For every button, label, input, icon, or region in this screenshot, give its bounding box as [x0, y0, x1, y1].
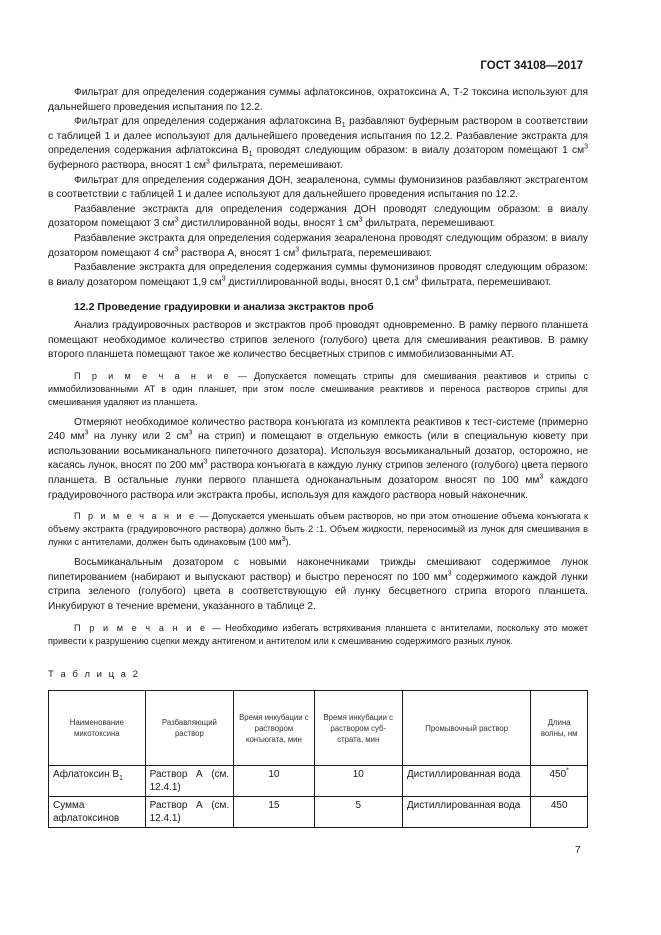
table-cell: Раствор А (см. 12.4.1) [145, 766, 234, 797]
paragraph: Отмеряют необходимое количество раствора конъюгата из комплекта реактивов к тест-системе (примерно 240 $мм^3$ на лунку или 2 $см^3$ на стрип) и помещают в отдельную емкость (или в специальную кювету при использовании восьмиканального пипеточного дозатора). Используя восьмиканальный дозатор, осторожно, не касаясь лунок, вносят по 200 $мм^3$ раствора конъюгата в каждую лунку стрипов зеленого (голубого) цвета первого планшета. В остальные лунки первого планшета одноканальным дозатором вносят по 100 $мм^3$ каждого градуировочного раствора или экстракта пробы, используя для каждого раствора новый наконечник. [48, 416, 589, 501]
table-cell: 450* [531, 766, 588, 797]
paragraph: Разбавление экстракта для определения содержания ДОН проводят следующим образом: в виалу дозатором помещают 3 $см^3$ дистиллированной воды, вносят 1 $см^3$ фильтрата, перемешивают. [48, 203, 588, 230]
table-cell: Афлатоксин $В_1$ [49, 766, 146, 797]
page-number: 7 [575, 845, 581, 856]
paragraph: Анализ градуировочных растворов и экстрактов проб проводят одновременно. В рамку первого планшета помещают необходимое количество стрипов зеленого (голубого) цвета для смешивания реактивов. В рамку второго планшета помещают такое же количество бесцветных стрипов с иммобилизованными АТ. [48, 319, 588, 361]
table-cell: 5 [314, 797, 402, 828]
note: П р и м е ч а н и е — Допускается помещать стрипы для смешивания реактивов и стрипы с иммобилизованными АТ в один планшет, при этом после смешивания реактивов и переноса растворов стрипы для смешивания удаляют из планшета. [48, 370, 588, 407]
table-cell: 450 [531, 797, 588, 828]
data-table [48, 690, 588, 828]
table-caption: Т а б л и ц а 2 [48, 668, 140, 680]
column-header: Наименование микотоксина [49, 691, 146, 766]
table-row [49, 766, 588, 797]
section-title: 12.2 Проведение градуировки и анализа экстрактов проб [74, 301, 374, 314]
table-cell: Дистиллированная вода [402, 797, 530, 828]
column-header: Промывочный раствор [402, 691, 530, 766]
paragraph: Фильтрат для определения содержания афлатоксина $В_1$ разбавляют буферным раствором в соответствии с таблицей 1 и далее используют для дальнейшего проведения испытания по 12.2. Разбавление экстракта для определения содержания афлатоксина $В_1$ проводят следующим образом: в виалу дозатором помещают 1 $см^3$ буферного раствора, вносят 1 $см^3$ фильтрата, перемешивают. [48, 116, 588, 171]
table-cell: 15 [234, 797, 314, 828]
column-header: Разбавляющий раствор [145, 691, 234, 766]
table-header-row [49, 691, 588, 766]
paragraph: Разбавление экстракта для определения содержания зеараленона проводят следующим образом: в виалу дозатором помещают 4 $см^3$ раствора А, вносят 1 $см^3$ фильтрата, перемешивают. [48, 232, 588, 259]
note: П р и м е ч а н и е — Необходимо избегать встряхивания планшета с антителами, поскольку это может привести к разрушению сцепки между антигеном и антителом или к смешиванию содержимого разных лунок. [48, 622, 589, 646]
paragraph: Восьмиканальным дозатором с новыми наконечниками трижды смешивают содержимое лунок пипетированием (набирают и выпускают раствор) и быстро переносят по 100 $мм^3$ содержимого каждой лунки стрипа зеленого (голубого) цвета в соответствующую ей лунку бесцветного стрипа второго планшета. Инкубируют в течение времени, указанного в таблице 2. [48, 557, 588, 613]
document-body [48, 86, 588, 828]
table-cell: Дистиллированная вода [402, 766, 530, 797]
paragraph: Фильтрат для определения содержания суммы афлатоксинов, охратоксина А, Т-2 токсина используют для дальнейшего проведения испытания по 12.2. [48, 87, 588, 113]
column-header: Время инкубации с раствором конъюгата, мин [234, 691, 314, 766]
column-header: Длина волны, нм [531, 691, 588, 766]
table-cell: Раствор А (см. 12.4.1) [145, 797, 234, 828]
table-cell: 10 [234, 766, 314, 797]
paragraph: Фильтрат для определения содержания ДОН, зеараленона, суммы фумонизинов разбавляют экстрагентом в соответствии с таблицей 1 и далее используют для дальнейшего проведения испытания по 12.2. [48, 174, 588, 201]
table-cell: 10 [314, 766, 402, 797]
document-code: ГОСТ 34108—2017 [480, 60, 583, 72]
note: П р и м е ч а н и е — Допускается уменьшать объем растворов, но при этом отношение объема конъюгата к объему экстракта (градуировочного раствора) должно быть 2 :1. Объем жидкости, переносимый из лунок для смешивания в лунки с антителами, должен быть одинаковым (100 $мм^3$). [48, 511, 588, 548]
table-cell: Сумма афлатоксинов [49, 797, 146, 828]
table-row [49, 797, 588, 828]
paragraph: Разбавление экстракта для определения содержания суммы фумонизинов проводят следующим образом: в виалу дозатором помещают 1,9 $см^3$ дистиллированной воды, вносят 0,1 $см^3$ фильтрата, перемешивают. [48, 262, 588, 288]
column-header: Время инкубации с раствором суб-страта, мин [314, 691, 402, 766]
